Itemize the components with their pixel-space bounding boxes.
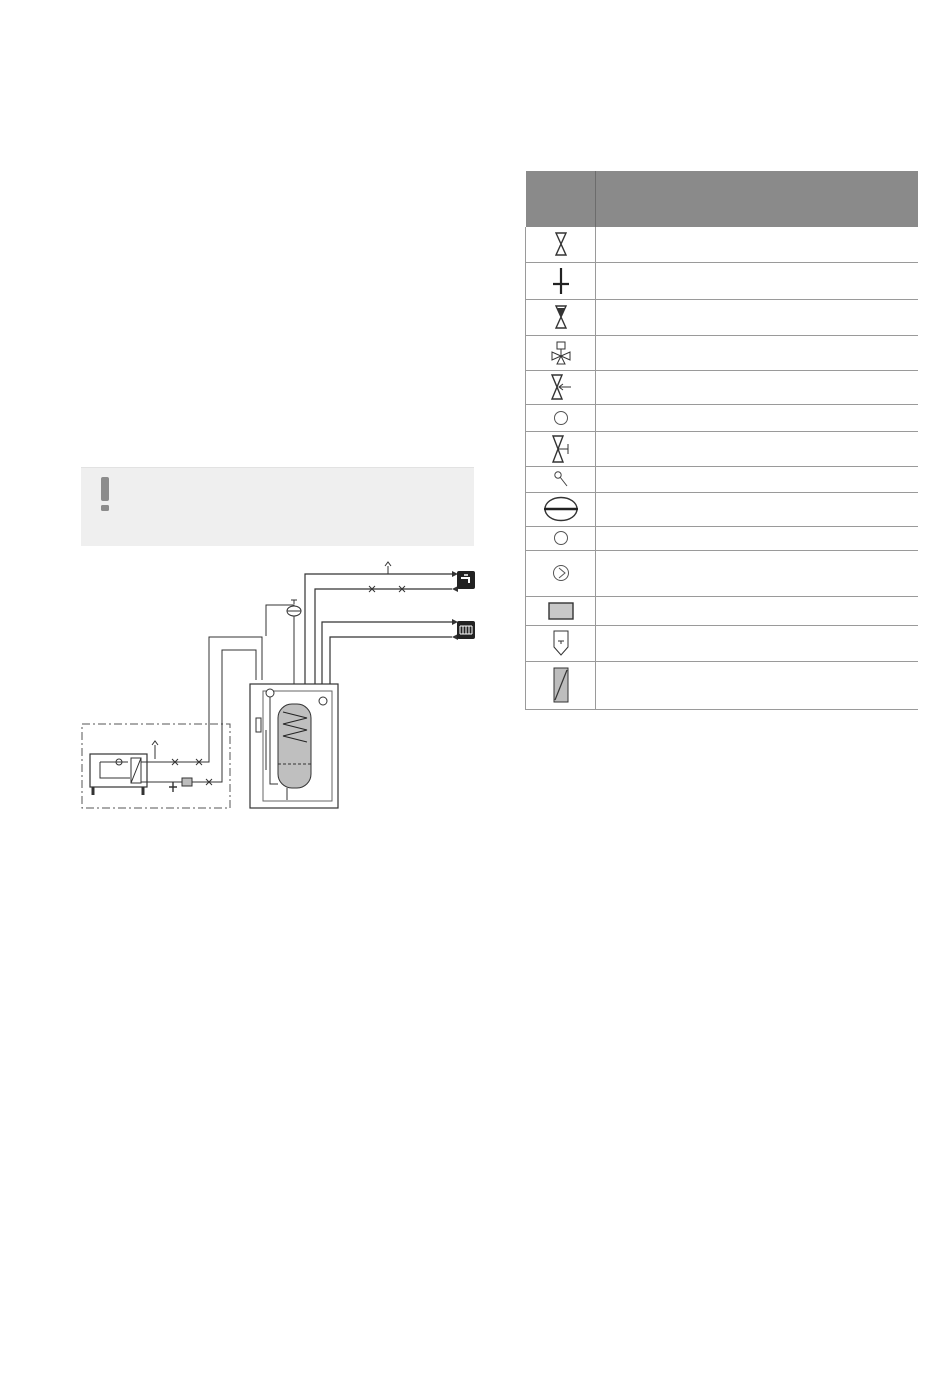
legend-row <box>526 625 919 661</box>
legend-label <box>596 262 919 299</box>
safety-valve-icon <box>550 374 572 400</box>
legend-row <box>526 492 919 526</box>
legend-row <box>526 466 919 492</box>
legend-label <box>596 492 919 526</box>
expansion-vessel-icon <box>543 496 579 522</box>
trim-valve-icon <box>551 435 571 463</box>
legend-label <box>596 370 919 404</box>
shut-off-valve-icon <box>554 232 568 256</box>
legend-label <box>596 466 919 492</box>
legend-label <box>596 625 919 661</box>
legend-row <box>526 262 919 299</box>
manometer-icon <box>553 470 569 488</box>
exclamation-icon <box>98 476 112 512</box>
storage-tank <box>278 704 311 788</box>
legend-label <box>596 526 919 550</box>
heat-exchanger-icon <box>553 667 569 703</box>
legend-label <box>596 550 919 596</box>
legend-label <box>596 404 919 431</box>
sensor-circle-icon <box>553 530 569 546</box>
legend-row <box>526 550 919 596</box>
circulation-pump-icon <box>552 564 570 582</box>
symbol-legend <box>525 171 918 710</box>
hot-water-tap-icon <box>457 571 475 589</box>
legend-row <box>526 404 919 431</box>
level-vessel-icon <box>553 630 569 656</box>
legend-row <box>526 431 919 466</box>
note-box <box>81 467 474 546</box>
temperature-sensor-icon <box>553 410 569 426</box>
system-schematic <box>78 560 478 815</box>
legend-label <box>596 596 919 625</box>
legend-row <box>526 335 919 370</box>
legend-row <box>526 227 919 262</box>
legend-label <box>596 299 919 335</box>
outdoor-unit-boundary <box>82 724 230 808</box>
legend-row <box>526 596 919 625</box>
legend-label <box>596 661 919 709</box>
legend-header-meaning <box>596 171 919 227</box>
drain-valve-icon <box>552 267 570 295</box>
particle-filter-icon <box>548 602 574 620</box>
legend-row <box>526 661 919 709</box>
legend-label <box>596 431 919 466</box>
radiator-icon <box>457 621 475 639</box>
legend-header-symbol <box>526 171 596 227</box>
legend-row <box>526 526 919 550</box>
legend-label <box>596 227 919 262</box>
non-return-valve-icon <box>554 305 568 329</box>
three-way-valve-icon <box>550 341 572 365</box>
legend-row <box>526 299 919 335</box>
legend-row <box>526 370 919 404</box>
legend-label <box>596 335 919 370</box>
